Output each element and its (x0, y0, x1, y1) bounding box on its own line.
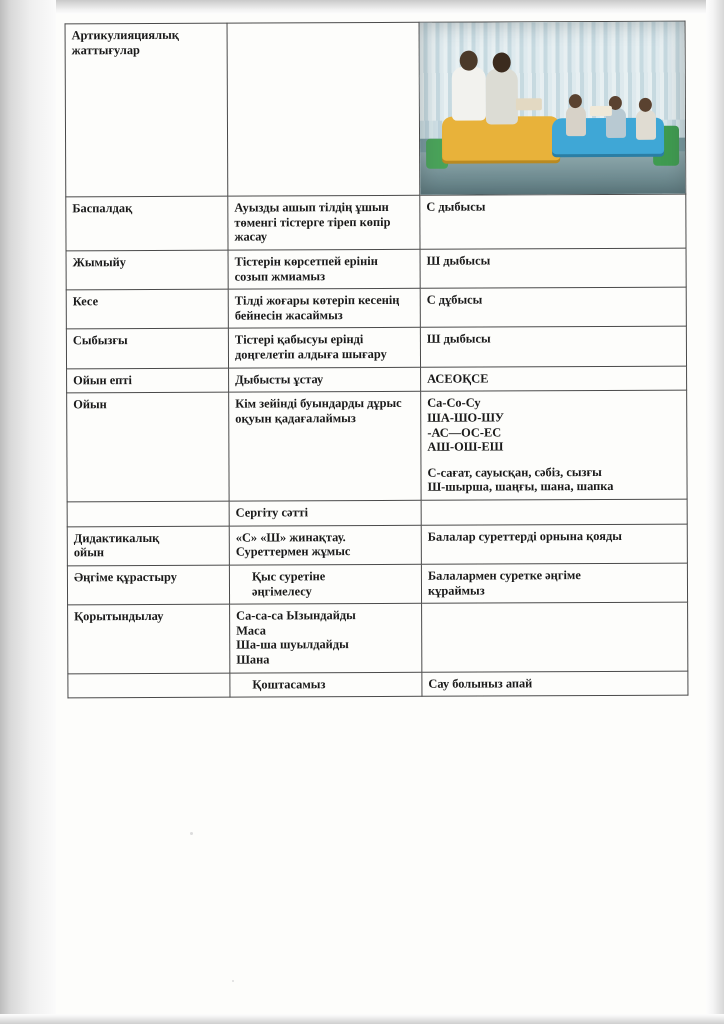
cell-text: Қоштасамыз (252, 676, 326, 692)
cell-text: Баспалдақ (72, 201, 133, 216)
cell-description (229, 367, 421, 392)
cell-description (228, 195, 420, 250)
table-row (67, 524, 687, 566)
cell-text: Сергіту сәтті (235, 505, 309, 520)
scan-speck (232, 980, 234, 982)
cell-activity-name (67, 565, 229, 605)
cell-text: Ш дыбысы (426, 253, 491, 268)
cell-text: АСЕОҚСЕ (427, 371, 489, 386)
cell-text-words: С-сағат, сауысқан, сәбіз, сызғы Ш-шырша, шаңғы, шана, шапка (427, 464, 614, 495)
cell-sound (421, 499, 687, 525)
cell-result (421, 524, 687, 564)
cell-text: Қорытындылау (74, 609, 164, 624)
cell-text: Ойын (73, 397, 107, 412)
cell-photo (419, 21, 686, 195)
lesson-plan-table (65, 21, 689, 699)
cell-text: С дұбысы (426, 292, 483, 307)
cell-spacer (427, 453, 680, 465)
table-row (66, 287, 686, 329)
cell-text: С дыбысы (426, 199, 486, 214)
cell-text: Кім зейінді буындарды дұрыс оқуын қадағалаймыз (235, 396, 402, 426)
cell-sound (420, 194, 686, 249)
cell-sound (420, 248, 686, 288)
cell-description (227, 22, 420, 196)
cell-text: Балалар суреттерді орнына қояды (427, 528, 622, 544)
table-row (65, 21, 686, 197)
cell-activity-name (68, 673, 230, 698)
table-row (68, 671, 688, 698)
cell-sound (420, 327, 686, 367)
cell-activity-name (66, 329, 228, 369)
cell-description (229, 525, 421, 565)
cell-sound (421, 366, 687, 392)
cell-description (230, 672, 422, 697)
cell-activity-name (67, 392, 229, 501)
cell-result (422, 671, 688, 697)
cell-activity-name (66, 289, 228, 329)
cell-rhyme (230, 603, 422, 672)
cell-activity-name (66, 196, 228, 251)
scan-edge-top (0, 0, 724, 14)
cell-text: Сау болыныз апай (428, 675, 533, 691)
classroom-photo (420, 22, 686, 195)
cell-description (229, 500, 421, 525)
cell-text: Артикулияциялық жаттығулар (71, 27, 179, 57)
table-row (66, 327, 686, 369)
cell-text: Жымыйу (72, 254, 126, 270)
cell-text: Дидактикалық ойын (73, 530, 160, 560)
photo-vignette (420, 22, 686, 195)
cell-text-syllables: Са-Со-Су ША-ШО-ШУ -АС—ОС-ЕС АШ-ОШ-ЕШ (427, 395, 505, 454)
cell-description (229, 392, 421, 502)
cell-sound (420, 287, 686, 327)
cell-activity-name (66, 250, 228, 290)
table-row (66, 194, 686, 251)
cell-activity-name (67, 368, 229, 393)
cell-text: Сыбызғы (72, 333, 128, 348)
cell-activity-name (68, 604, 230, 673)
cell-activity-name (67, 501, 229, 526)
cell-activity-name (67, 526, 229, 566)
cell-description (229, 564, 421, 604)
cell-text: Ауызды ашып тілдің ұшын төменгі тістерге тіреп көпір жасау (234, 199, 391, 244)
scan-edge-right (706, 0, 724, 1024)
cell-description (228, 249, 420, 289)
cell-empty (422, 602, 688, 672)
cell-text: Дыбысты ұстау (235, 371, 324, 387)
cell-text: Әңгіме құрастыру (73, 569, 177, 585)
cell-result (421, 563, 687, 603)
table-row (67, 366, 687, 393)
cell-description (228, 288, 420, 328)
cell-text: Қыс суретіне әңгімелесу (251, 569, 326, 599)
cell-text: Ш дыбысы (426, 331, 491, 347)
table-row (67, 390, 687, 501)
table-row (66, 248, 686, 290)
cell-text: Са-са-са Ызындайды Маса Ша-ша шуылдайды Шана (236, 608, 356, 667)
table-row (67, 563, 687, 605)
cell-text: Тілді жоғары көтеріп кесенің бейнесін жасаймыз (234, 293, 400, 323)
cell-description (228, 328, 420, 368)
cell-text: Балалармен суретке әңгіме кұраймыз (427, 567, 581, 598)
table-row (68, 602, 688, 673)
scan-speck (190, 832, 193, 835)
cell-text: Ойын епті (73, 372, 132, 387)
scan-edge-bottom (0, 1014, 724, 1024)
scan-edge-left-shadow (0, 0, 56, 1024)
cell-activity-name (65, 23, 228, 197)
cell-text: Кесе (72, 294, 99, 309)
cell-text: Тістерін көрсетпей ерінін созып жмиамыз (234, 253, 378, 284)
table-row (67, 499, 687, 526)
cell-syllables (421, 390, 687, 500)
cell-text: Тістері қабысуы ерінді доңгелетіп алдыға шығару (234, 332, 387, 362)
cell-text: «С» «Ш» жинақтау. Суреттермен жұмыс (235, 529, 351, 559)
